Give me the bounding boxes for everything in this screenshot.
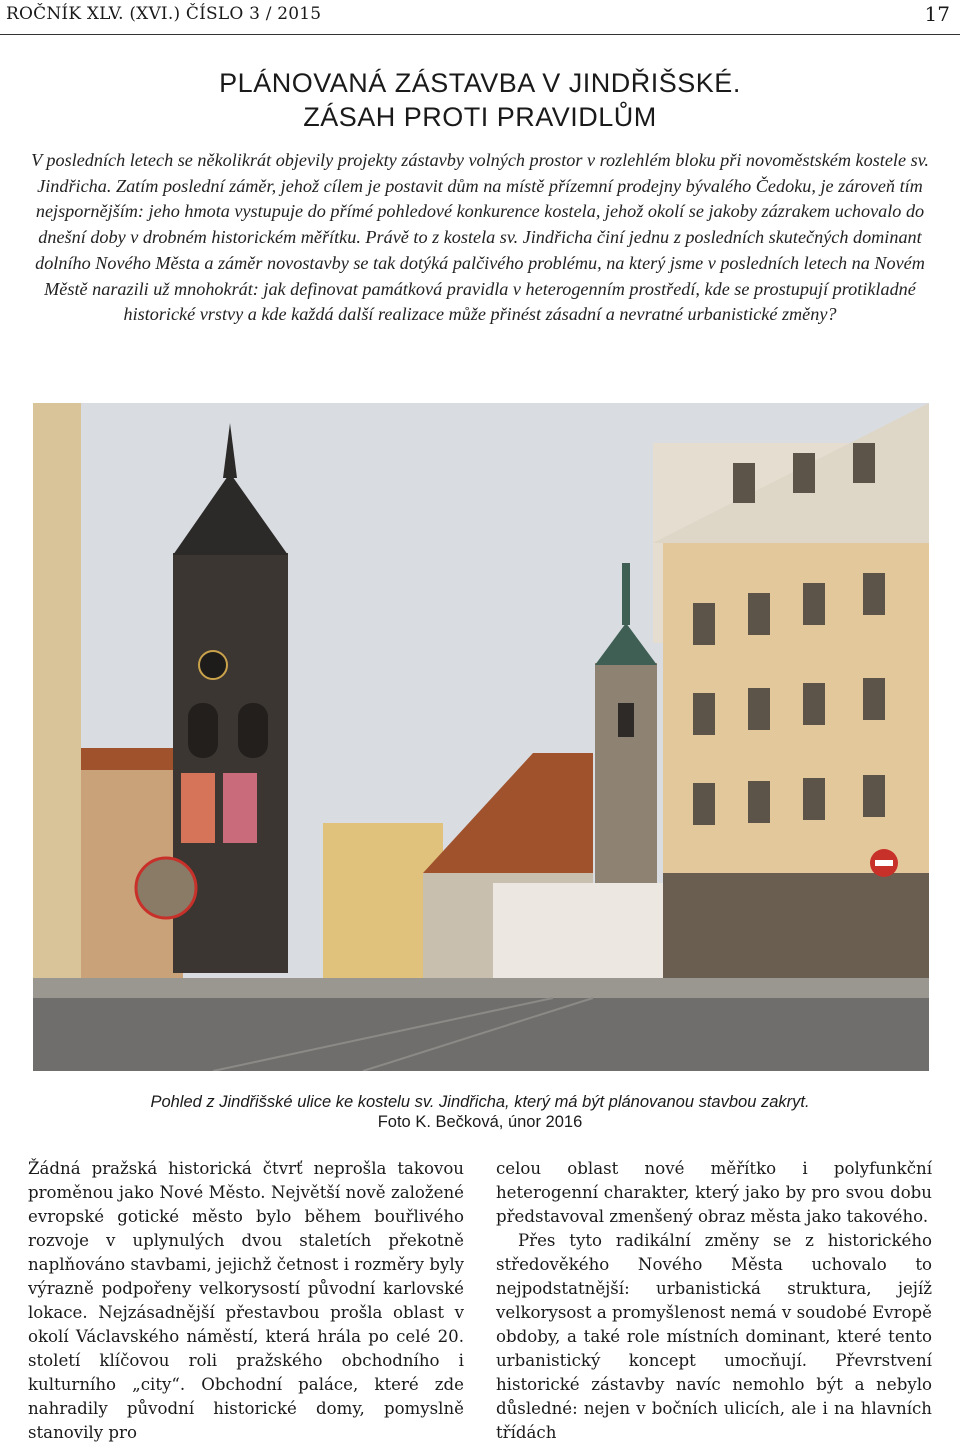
body-column-left: [28, 1157, 464, 1445]
body-paragraph: Žádná pražská historická čtvrť neprošla takovou proměnou jako Nové Město. Největší nově založené evropské gotické město bylo během bouřlivého rozvoje v uplynulých dvou staletích překotně naplňováno stavbami, jejichž četnost i rozměry byly výrazně podpořeny velkorysostí původní karlovské lokace. Nejzásadnější přestavbou prošla oblast v okolí Václavského náměstí, která hrála po celé 20. století klíčovou roli pražského obchodního i kulturního „city“. Obchodní paláce, které zde nahradily původní historické domy, pomyslně stanovily pro: [28, 1159, 464, 1442]
body-column-right: [496, 1157, 932, 1445]
tower-arch-2: [238, 703, 268, 758]
traffic-mirror: [136, 858, 196, 918]
page-header: [0, 0, 960, 36]
tower-clock: [199, 651, 227, 679]
distant-roof: [73, 748, 183, 770]
photo-caption: Pohled z Jindřišské ulice ke kostelu sv. Jindřicha, který má být plánovanou stavbou zakryt.: [150, 1093, 810, 1111]
tower-banner-1: [181, 773, 215, 843]
jindrisska-tower: [173, 553, 288, 973]
article-title-line-2: ZÁSAH PROTI PRAVIDLŮM: [303, 102, 657, 132]
tower-window: [618, 703, 634, 737]
left-building: [33, 403, 81, 1003]
body-paragraph: Přes tyto radikální změny se z historického středověkého Nového Města uchovalo to nejpodstatnější: urbanistická struktura, jejíž velkorysost a promyšlenost nemá v soudobé Evropě obdoby, a také role místních dominant, které tento urbanistický koncept umocňují. Převrstvení historické zástavby navíc nemohlo být a nebylo důsledné: nejen v bočních ulicích, ale i na hlavních třídách: [496, 1231, 932, 1442]
shop-building: [493, 883, 663, 983]
article-lead: V posledních letech se několikrát objevily projekty zástavby volných prostor v rozlehlém bloku při novoměstském kostele sv. Jindřicha. Zatím poslední záměr, jehož cílem je postavit dům na místě přízemní prodejny bývalého Čedoku, je zároveň tím nejspornějším: jeho hmota vystupuje do přímé pohledové konkurence kostela, jehož okolí se jakoby zázrakem uchovalo do dnešní doby v drobném historickém měřítku. Právě to z kostela sv. Jindřicha činí jednu z posledních skutečných dominant dolního Nového Města a záměr novostavby se tak dotýká palčivého problému, na který jsme v posledních letech na Novém Městě narazili už mnohokrát: jak definovat památková pravidla v heterogenním prostředí, kde se prostupují protikladné historické vrstvy a kde každá další realizace může přinést zásadní a nevratné urbanistické změny?: [31, 150, 929, 325]
sidewalk: [33, 978, 929, 998]
page-number: 17: [924, 2, 950, 26]
tower-arch-1: [188, 703, 218, 758]
body-paragraph: celou oblast nové měřítko i polyfunkční heterogenní charakter, který jako by pro svou dobu představoval zmenšený obraz města jako takového.: [496, 1159, 932, 1226]
storefront-band: [663, 873, 929, 983]
tower-banner-2: [223, 773, 257, 843]
street-photo: [33, 403, 929, 1071]
header-rule: [0, 34, 960, 35]
issue-label: ROČNÍK XLV. (XVI.) ČÍSLO 3 / 2015: [6, 4, 322, 24]
tower-spire: [622, 563, 630, 625]
photo-credit: Foto K. Bečková, únor 2016: [377, 1113, 583, 1131]
article-title-line-1: PLÁNOVANÁ ZÁSTAVBA V JINDŘIŠSKÉ.: [219, 68, 741, 98]
